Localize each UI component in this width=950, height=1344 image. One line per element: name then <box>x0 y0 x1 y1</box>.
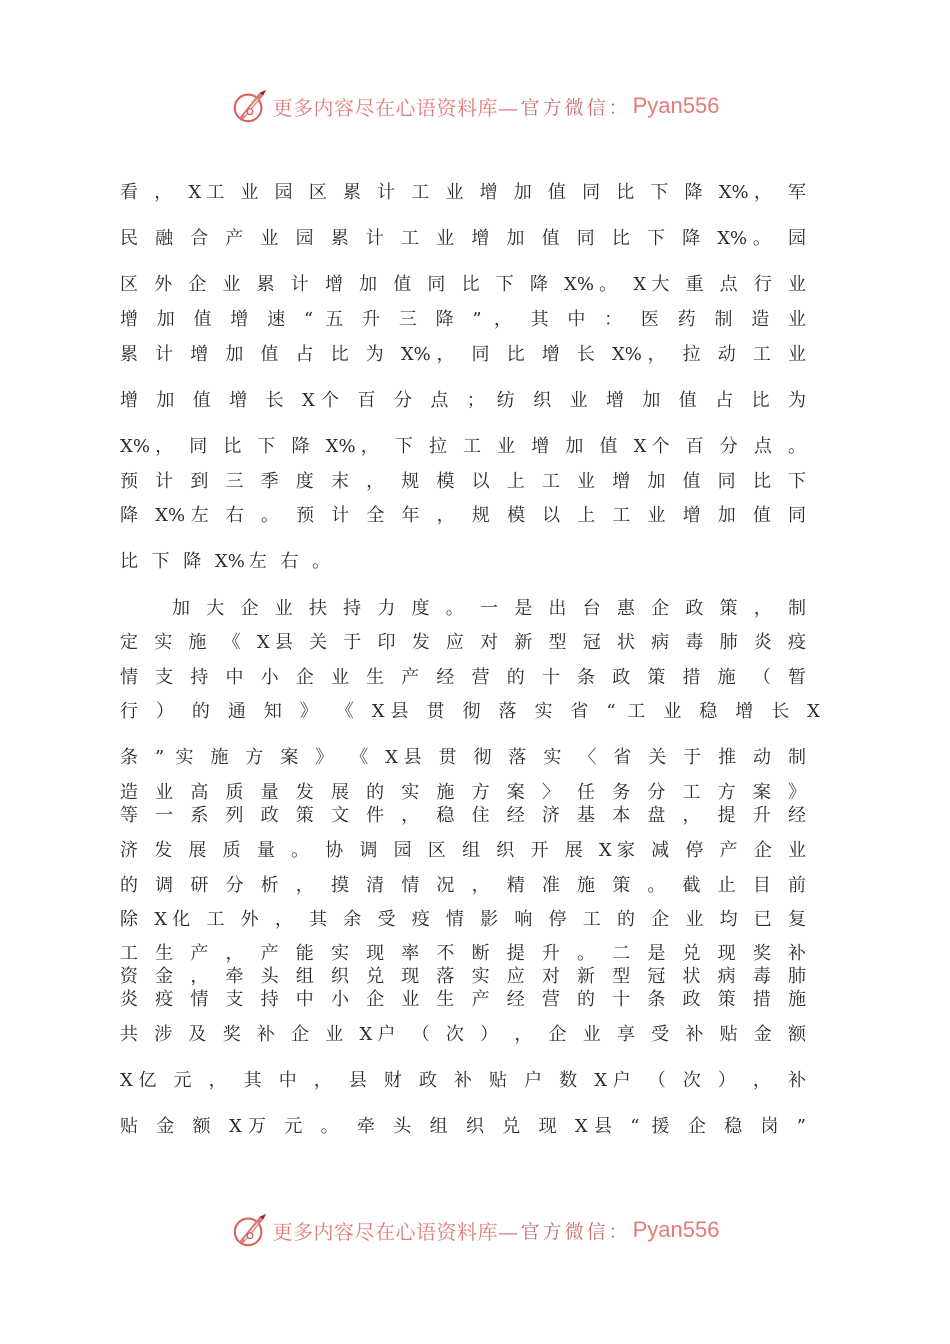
text-line: 民 融 合 产 业 园 累 计 工 业 增 加 值 同 比 下 降 X%。 园 <box>120 228 806 249</box>
text-line: 除 X化 工 外 ， 其 余 受 疫 情 影 响 停 工 的 企 业 均 已 复 <box>120 909 806 930</box>
text-line: 情 支 持 中 小 企 业 生 产 经 营 的 十 条 政 策 措 施 （ 暂 <box>120 667 806 688</box>
text-line: 加 大 企 业 扶 持 力 度 。 一 是 出 台 惠 企 政 策 ， 制 <box>172 598 806 619</box>
text-line: 降 X%左 右 。 预 计 全 年 ， 规 模 以 上 工 业 增 加 值 同 <box>120 505 806 526</box>
text-line: 等 一 系 列 政 策 文 件 ， 稳 住 经 济 基 本 盘 ， 提 升 经 <box>120 805 806 826</box>
text-line: 行 ） 的 通 知 》 《 X县 贯 彻 落 实 省 “ 工 业 稳 增 长 X <box>120 701 820 722</box>
text-line: 条 ” 实 施 方 案 》 《 X县 贯 彻 落 实 〈 省 关 于 推 动 制 <box>120 747 806 768</box>
text-line: 济 发 展 质 量 。 协 调 园 区 组 织 开 展 X家 减 停 产 企 业 <box>120 840 806 861</box>
watermark-banner-bottom <box>0 1208 950 1252</box>
text-line: 贴 金 额 X万 元 。 牵 头 组 织 兑 现 X县 “ 援 企 稳 岗 ” <box>120 1116 806 1137</box>
text-line: X亿 元 ， 其 中 ， 县 财 政 补 贴 户 数 X户 （ 次 ） ， 补 <box>120 1070 806 1091</box>
text-line: 工 生 产 ， 产 能 实 现 率 不 断 提 升 。 二 是 兑 现 奖 补 <box>120 943 806 964</box>
text-line: 炎 疫 情 支 持 中 小 企 业 生 产 经 营 的 十 条 政 策 措 施 <box>120 989 806 1010</box>
text-line: 增 加 值 增 长 X个 百 分 点 ； 纺 织 业 增 加 值 占 比 为 <box>120 390 806 411</box>
text-line: 定 实 施 《 X县 关 于 印 发 应 对 新 型 冠 状 病 毒 肺 炎 疫 <box>120 632 806 653</box>
text-line: 造 业 高 质 量 发 展 的 实 施 方 案 〉 任 务 分 工 方 案 》 <box>120 782 806 803</box>
watermark-wechat-id: Pyan556 <box>632 1217 720 1242</box>
watermark-wechat-label: 官方微信： <box>520 96 631 119</box>
text-line: 累 计 增 加 值 占 比 为 X%， 同 比 增 长 X%， 拉 动 工 业 <box>120 344 806 365</box>
text-line: 资 金 ， 牵 头 组 织 兑 现 落 实 应 对 新 型 冠 状 病 毒 肺 <box>120 966 806 987</box>
text-line: 区 外 企 业 累 计 增 加 值 同 比 下 降 X%。 X大 重 点 行 业 <box>120 274 806 295</box>
text-line: 共 涉 及 奖 补 企 业 X户 （ 次 ） ， 企 业 享 受 补 贴 金 额 <box>120 1024 806 1045</box>
text-line: 看 ， X工 业 园 区 累 计 工 业 增 加 值 同 比 下 降 X%， 军 <box>120 182 806 203</box>
text-line: X%， 同 比 下 降 X%， 下 拉 工 业 增 加 值 X个 百 分 点 。 <box>120 436 806 457</box>
watermark-wechat-id: Pyan556 <box>632 93 720 118</box>
quill-pen-logo-icon <box>231 1211 269 1249</box>
watermark-tagline: 更多内容尽在心语资料库— <box>272 1219 519 1244</box>
text-line: 比 下 降 X%左 右 。 <box>120 551 330 572</box>
text-line: 预 计 到 三 季 度 末 ， 规 模 以 上 工 业 增 加 值 同 比 下 <box>120 471 806 492</box>
text-line: 增 加 值 增 速 “ 五 升 三 降 ” ， 其 中 ： 医 药 制 造 业 <box>120 309 806 330</box>
watermark-wechat-label: 官方微信： <box>520 1220 631 1243</box>
watermark-tagline: 更多内容尽在心语资料库— <box>272 95 519 120</box>
text-line: 的 调 研 分 析 ， 摸 清 情 况 ， 精 准 施 策 。 截 止 目 前 <box>120 875 806 896</box>
